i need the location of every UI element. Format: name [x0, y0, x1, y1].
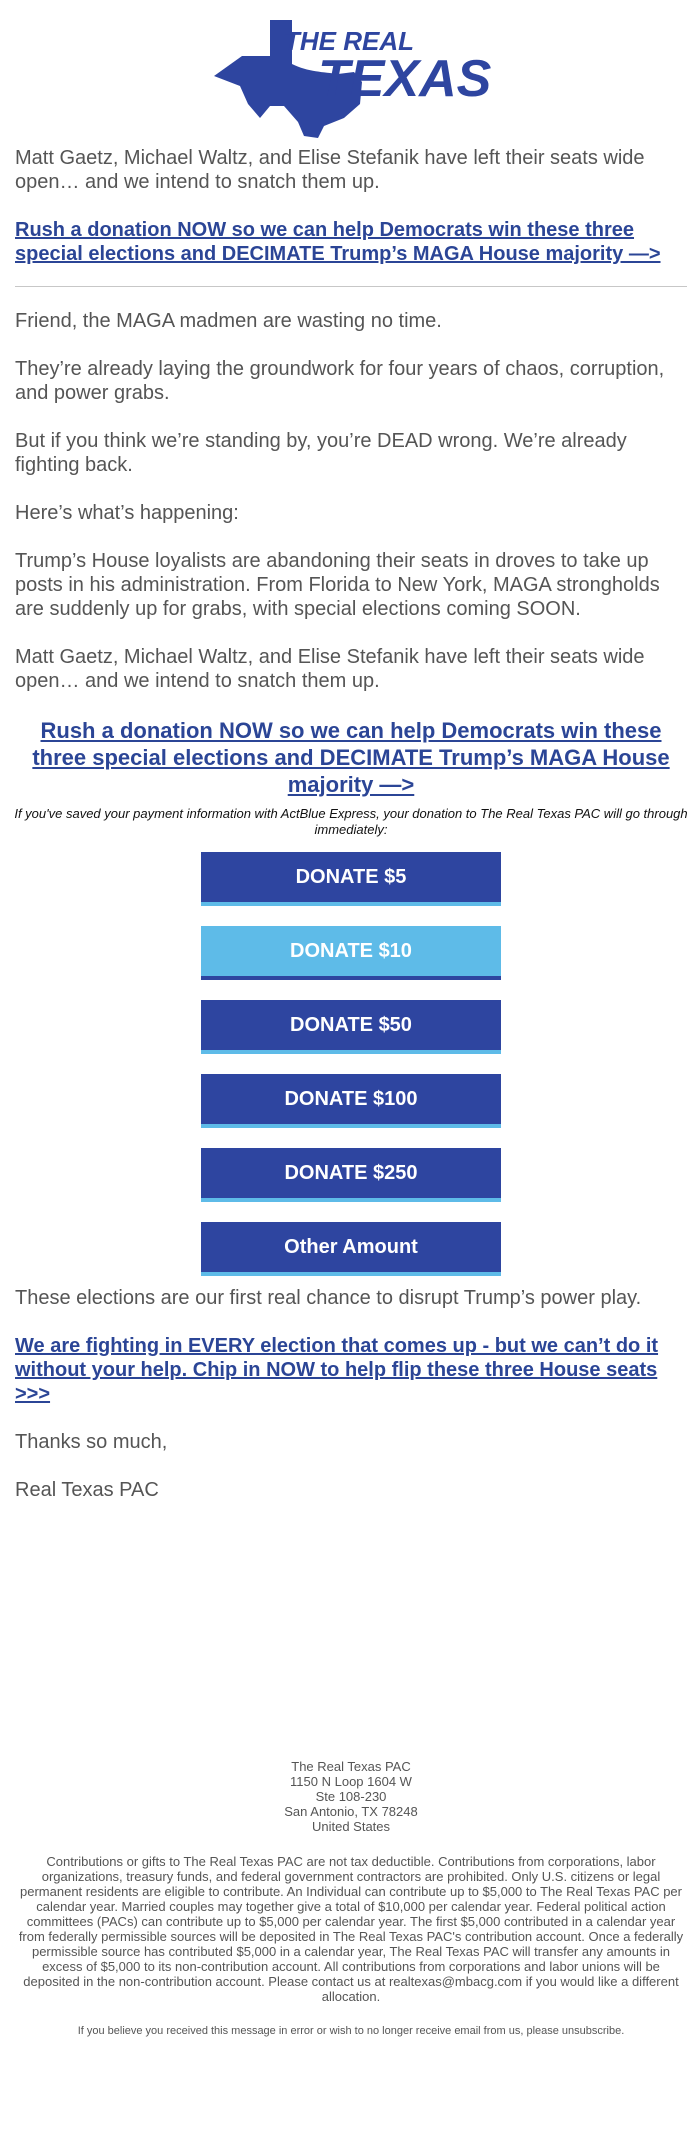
body-paragraph-3: But if you think we’re standing by, you’re DEAD wrong. We’re already fighting back.	[15, 430, 627, 476]
donate-250-button[interactable]: DONATE $250	[201, 1148, 501, 1202]
closing-cta-paragraph	[15, 1334, 687, 1406]
donate-5-button[interactable]: DONATE $5	[201, 852, 501, 906]
footer	[15, 1759, 687, 2038]
donate-button-group	[15, 852, 687, 1276]
donate-10-button[interactable]: DONATE $10	[201, 926, 501, 980]
center-cta-paragraph	[15, 717, 687, 798]
center-donate-link[interactable]: Rush a donation NOW so we can help Democrats win these three special elections and DECIMATE Trump’s MAGA House majority —>	[32, 718, 670, 797]
body-paragraph-5: Trump’s House loyalists are abandoning their seats in droves to take up posts in his administration. From Florida to New York, MAGA strongholds are suddenly up for grabs, with special elections coming SOON.	[15, 550, 660, 620]
thanks-text: Thanks so much,	[15, 1431, 168, 1453]
intro-paragraph: Matt Gaetz, Michael Waltz, and Elise Stefanik have left their seats wide open… and we intend to snatch them up.	[15, 147, 645, 193]
donate-50-button[interactable]: DONATE $50	[201, 1000, 501, 1054]
texas-map-icon	[212, 14, 492, 140]
footer-address-line-2: Ste 108-230	[315, 1789, 387, 1804]
body-paragraph-1: Friend, the MAGA madmen are wasting no time.	[15, 310, 442, 332]
footer-legal-disclaimer: Contributions or gifts to The Real Texas PAC are not tax deductible. Contributions from corporations, labor organizations, treasury funds, and federal government contractors are prohibited. Only U.S. citizens or legal permanent residents are eligible to contribute. An Individual can contribute up to $5,000 to The Real Texas PAC per calendar year. Married couples may together give a total of $10,000 per calendar year. Federal political action committees (PACs) can contribute up to $5,000 per calendar year. The first $5,000 contributed in a calendar year from federally permissible sources will be deposited in The Real Texas PAC's contribution account. Once a federally permissible source has contributed $5,000 in a calendar year, The Real Texas PAC will transfer any amounts in excess of $5,000 to its non-contribution account. All contributions from corporations and labor unions will be deposited in the non-contribution account. Please contact us at realtexas@mbacg.com if you would like a different allocation.	[18, 1854, 684, 2004]
email-body	[15, 146, 687, 1526]
real-texas-logo	[212, 14, 492, 140]
logo-the-real-text: THE REAL	[284, 26, 414, 56]
footer-address-line-1: 1150 N Loop 1604 W	[290, 1774, 412, 1789]
body-paragraph-6: Matt Gaetz, Michael Waltz, and Elise Stefanik have left their seats wide open… and we intend to snatch them up.	[15, 646, 645, 692]
logo-texas-text: TEXAS	[318, 50, 492, 108]
footer-city: San Antonio, TX 78248	[284, 1804, 418, 1819]
intro-cta-paragraph	[15, 218, 687, 266]
donate-other-amount-button[interactable]: Other Amount	[201, 1222, 501, 1276]
closing-donate-link[interactable]: We are fighting in EVERY election that comes up - but we can’t do it without your help. Chip in NOW to help flip these three House seats >>>	[15, 1335, 659, 1405]
intro-donate-link[interactable]: Rush a donation NOW so we can help Democrats win these three special elections and DECIMATE Trump’s MAGA House majority —>	[15, 219, 661, 265]
body-paragraph-2: They’re already laying the groundwork for four years of chaos, corruption, and power grabs.	[15, 358, 665, 404]
footer-address	[15, 1759, 687, 1834]
footer-unsubscribe-text[interactable]: If you believe you received this message in error or wish to no longer receive email from us, please unsubscribe.	[77, 2025, 625, 2037]
donate-100-button[interactable]: DONATE $100	[201, 1074, 501, 1128]
body-paragraph-4: Here’s what’s happening:	[15, 502, 239, 524]
divider	[15, 286, 687, 287]
footer-org-name: The Real Texas PAC	[291, 1759, 411, 1774]
actblue-express-note: If you've saved your payment information with ActBlue Express, your donation to The Real Texas PAC will go through immediately:	[14, 806, 688, 837]
footer-country: United States	[311, 1819, 391, 1834]
closing-paragraph: These elections are our first real chance to disrupt Trump’s power play.	[15, 1287, 642, 1309]
signature-text: Real Texas PAC	[15, 1479, 159, 1501]
